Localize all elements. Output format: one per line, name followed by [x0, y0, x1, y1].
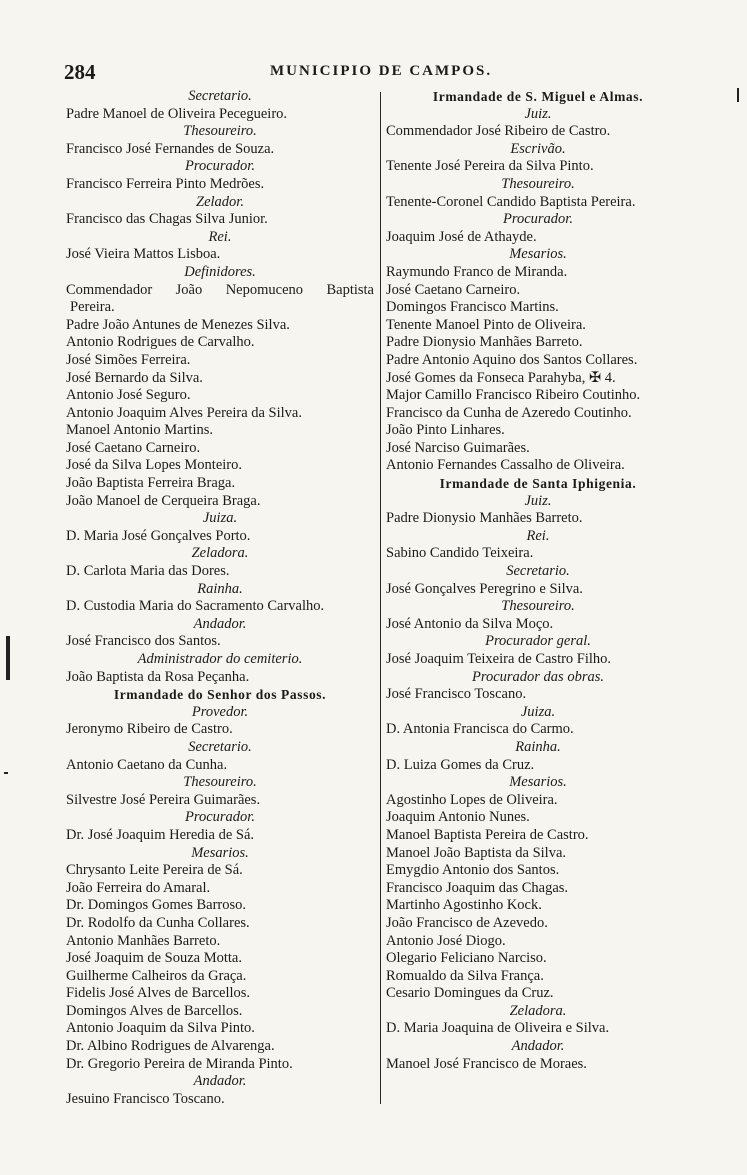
scan-mark-left — [6, 636, 10, 680]
role-heading: Provedor. — [191, 703, 249, 720]
name-line: D. Maria José Gonçalves Porto. — [66, 527, 251, 544]
name-line: Antonio José Seguro. — [66, 387, 191, 404]
role-heading: Zelador. — [196, 193, 244, 210]
name-line: Jesuino Francisco Toscano. — [66, 1090, 225, 1107]
name-line: José Caetano Carneiro. — [386, 281, 521, 298]
name-line: Jeronymo Ribeiro de Castro. — [66, 721, 233, 738]
section-heading: Irmandade de Santa Iphigenia. — [439, 476, 637, 492]
name-line: Manoel José Francisco de Moraes. — [386, 1055, 587, 1072]
name-line: Emygdio Antonio dos Santos. — [386, 862, 560, 879]
name-line: Guilherme Calheiros da Graça. — [66, 967, 247, 984]
name-line: Silvestre José Pereira Guimarães. — [66, 791, 261, 808]
name-line: D. Antonia Francisca do Carmo. — [386, 721, 574, 738]
role-heading: Zeladora. — [509, 1002, 567, 1019]
name-line: José Joaquim de Souza Motta. — [66, 950, 242, 967]
role-heading: Thesoureiro. — [183, 123, 257, 140]
role-heading: Thesoureiro. — [501, 175, 575, 192]
name-line: Antonio Joaquim da Silva Pinto. — [66, 1020, 255, 1037]
section-heading: Irmandade do Senhor dos Passos. — [113, 687, 327, 703]
name-line: José Bernardo da Silva. — [66, 369, 203, 386]
role-heading: Rainha. — [197, 580, 243, 597]
role-heading: Juiz. — [524, 492, 552, 509]
role-heading: Juiza. — [520, 703, 556, 720]
name-line: José Vieira Mattos Lisboa. — [66, 246, 221, 263]
name-line: Joaquim José de Athayde. — [386, 228, 537, 245]
name-line: Francisco Ferreira Pinto Medrões. — [66, 175, 265, 192]
role-heading: Juiz. — [524, 105, 552, 122]
name-line: Romualdo da Silva França. — [386, 967, 544, 984]
name-line: José Gonçalves Peregrino e Silva. — [386, 580, 583, 597]
role-heading: Zeladora. — [191, 545, 249, 562]
role-heading: Definidores. — [184, 263, 256, 280]
name-line: Fidelis José Alves de Barcellos. — [66, 985, 251, 1002]
name-line: José Francisco Toscano. — [386, 686, 527, 703]
role-heading: Thesoureiro. — [183, 774, 257, 791]
scan-mark-right — [737, 88, 739, 102]
name-line: Francisco Joaquim das Chagas. — [386, 879, 569, 896]
role-heading: Secretario. — [188, 738, 252, 755]
name-line: Manoel João Baptista da Silva. — [386, 844, 567, 861]
role-heading: Procurador. — [185, 158, 255, 175]
name-line: Dr. Domingos Gomes Barroso. — [66, 897, 247, 914]
name-line: Dr. Albino Rodrigues de Alvarenga. — [66, 1038, 275, 1055]
role-heading: Procurador. — [185, 809, 255, 826]
column-divider — [380, 92, 381, 1104]
role-heading: Andador. — [511, 1038, 565, 1055]
name-line: José Joaquim Teixeira de Castro Filho. — [386, 651, 612, 667]
name-line: Antonio Rodrigues de Carvalho. — [66, 334, 255, 351]
name-line: Dr. Rodolfo da Cunha Collares. — [66, 914, 250, 931]
name-line: D. Carlota Maria das Dores. — [66, 563, 230, 580]
scan-mark-left-small — [4, 772, 8, 774]
name-line: Cesario Domingues da Cruz. — [386, 985, 554, 1002]
role-heading: Escrivão. — [510, 140, 566, 157]
name-line: Pereira. — [70, 299, 115, 316]
name-line: Padre Dionysio Manhães Barreto. — [386, 510, 583, 527]
name-line: D. Luiza Gomes da Cruz. — [386, 756, 535, 773]
name-line: Major Camillo Francisco Ribeiro Coutinho. — [386, 387, 641, 404]
role-heading: Rei. — [526, 527, 550, 544]
name-line: Francisco da Cunha de Azeredo Coutinho. — [386, 404, 632, 421]
role-heading: Secretario. — [506, 563, 570, 580]
name-line: Manoel Antonio Martins. — [66, 422, 214, 439]
name-line: Padre João Antunes de Menezes Silva. — [66, 316, 290, 333]
name-line: Tenente-Coronel Candido Baptista Pereira. — [386, 193, 636, 210]
name-line: Padre Manoel de Oliveira Pecegueiro. — [66, 105, 288, 122]
name-line: João Baptista Ferreira Braga. — [66, 475, 236, 492]
name-line: José Gomes da Fonseca Parahyba, ✠ 4. — [386, 369, 616, 386]
name-line: Dr. Gregorio Pereira de Miranda Pinto. — [66, 1055, 293, 1072]
name-line: Agostinho Lopes de Oliveira. — [386, 791, 558, 808]
page-number: 284 — [64, 60, 96, 84]
name-line: José Antonio da Silva Moço. — [386, 615, 554, 632]
name-line: Padre Dionysio Manhães Barreto. — [386, 334, 583, 351]
role-heading: Andador. — [193, 615, 247, 632]
name-line: D. Maria Joaquina de Oliveira e Silva. — [386, 1020, 610, 1037]
name-line: Padre Antonio Aquino dos Santos Collares. — [386, 351, 638, 368]
role-heading: Secretario. — [188, 88, 252, 104]
section-heading: Irmandade de S. Miguel e Almas. — [432, 89, 644, 104]
role-heading: Mesarios. — [191, 844, 249, 861]
name-line: Antonio Fernandes Cassalho de Oliveira. — [386, 457, 625, 474]
name-line: Domingos Francisco Martins. — [386, 299, 559, 316]
role-heading: Mesarios. — [509, 246, 567, 263]
role-heading: Rei. — [208, 228, 232, 245]
name-line: Francisco José Fernandes de Souza. — [66, 140, 275, 157]
name-line: Francisco das Chagas Silva Junior. — [66, 211, 268, 228]
name-line: Manoel Baptista Pereira de Castro. — [386, 826, 589, 843]
name-line: José Simões Ferreira. — [66, 351, 191, 368]
role-heading: Rainha. — [515, 738, 561, 755]
role-heading: Thesoureiro. — [501, 598, 575, 615]
role-heading: Procurador geral. — [485, 633, 591, 650]
name-line: Chrysanto Leite Pereira de Sá. — [66, 862, 243, 879]
name-line: Antonio Caetano da Cunha. — [66, 756, 228, 773]
name-line: Antonio Manhães Barreto. — [66, 932, 221, 949]
right-column — [386, 88, 690, 1073]
name-line: Antonio Joaquim Alves Pereira da Silva. — [66, 404, 302, 421]
role-heading: Administrador do cemiterio. — [137, 651, 303, 667]
name-line: Antonio José Diogo. — [386, 932, 506, 949]
role-heading: Juiza. — [202, 510, 238, 527]
page-header — [64, 60, 554, 82]
name-line: João Francisco de Azevedo. — [386, 914, 548, 931]
name-line: Tenente Manoel Pinto de Oliveira. — [386, 316, 586, 333]
name-line: Commendador José Ribeiro de Castro. — [386, 123, 611, 140]
name-line: José Caetano Carneiro. — [66, 439, 201, 456]
role-heading: Procurador. — [503, 211, 573, 228]
running-title: MUNICIPIO DE CAMPOS. — [270, 63, 493, 79]
name-line: Commendador João Nepomuceno Baptista — [66, 281, 374, 298]
name-line: João Pinto Linhares. — [386, 422, 505, 439]
name-line: José da Silva Lopes Monteiro. — [66, 457, 242, 474]
name-line: João Baptista da Rosa Peçanha. — [66, 668, 250, 685]
name-line: Joaquim Antonio Nunes. — [386, 809, 530, 826]
name-line: José Narciso Guimarães. — [386, 439, 530, 456]
name-line: Raymundo Franco de Miranda. — [386, 263, 568, 280]
name-line: Olegario Feliciano Narciso. — [386, 950, 547, 967]
name-line: Domingos Alves de Barcellos. — [66, 1002, 243, 1019]
name-line: João Manoel de Cerqueira Braga. — [66, 492, 261, 509]
left-column — [66, 88, 374, 1108]
role-heading: Procurador das obras. — [472, 668, 604, 685]
name-line: João Ferreira do Amaral. — [66, 879, 211, 896]
name-line: Sabino Candido Teixeira. — [386, 545, 534, 562]
name-line: José Francisco dos Santos. — [66, 633, 221, 650]
name-line: Martinho Agostinho Kock. — [386, 897, 542, 914]
name-line: Tenente José Pereira da Silva Pinto. — [386, 158, 594, 175]
name-line: Dr. José Joaquim Heredia de Sá. — [66, 826, 255, 843]
role-heading: Andador. — [193, 1073, 247, 1090]
role-heading: Mesarios. — [509, 774, 567, 791]
name-line: D. Custodia Maria do Sacramento Carvalho. — [66, 598, 325, 615]
